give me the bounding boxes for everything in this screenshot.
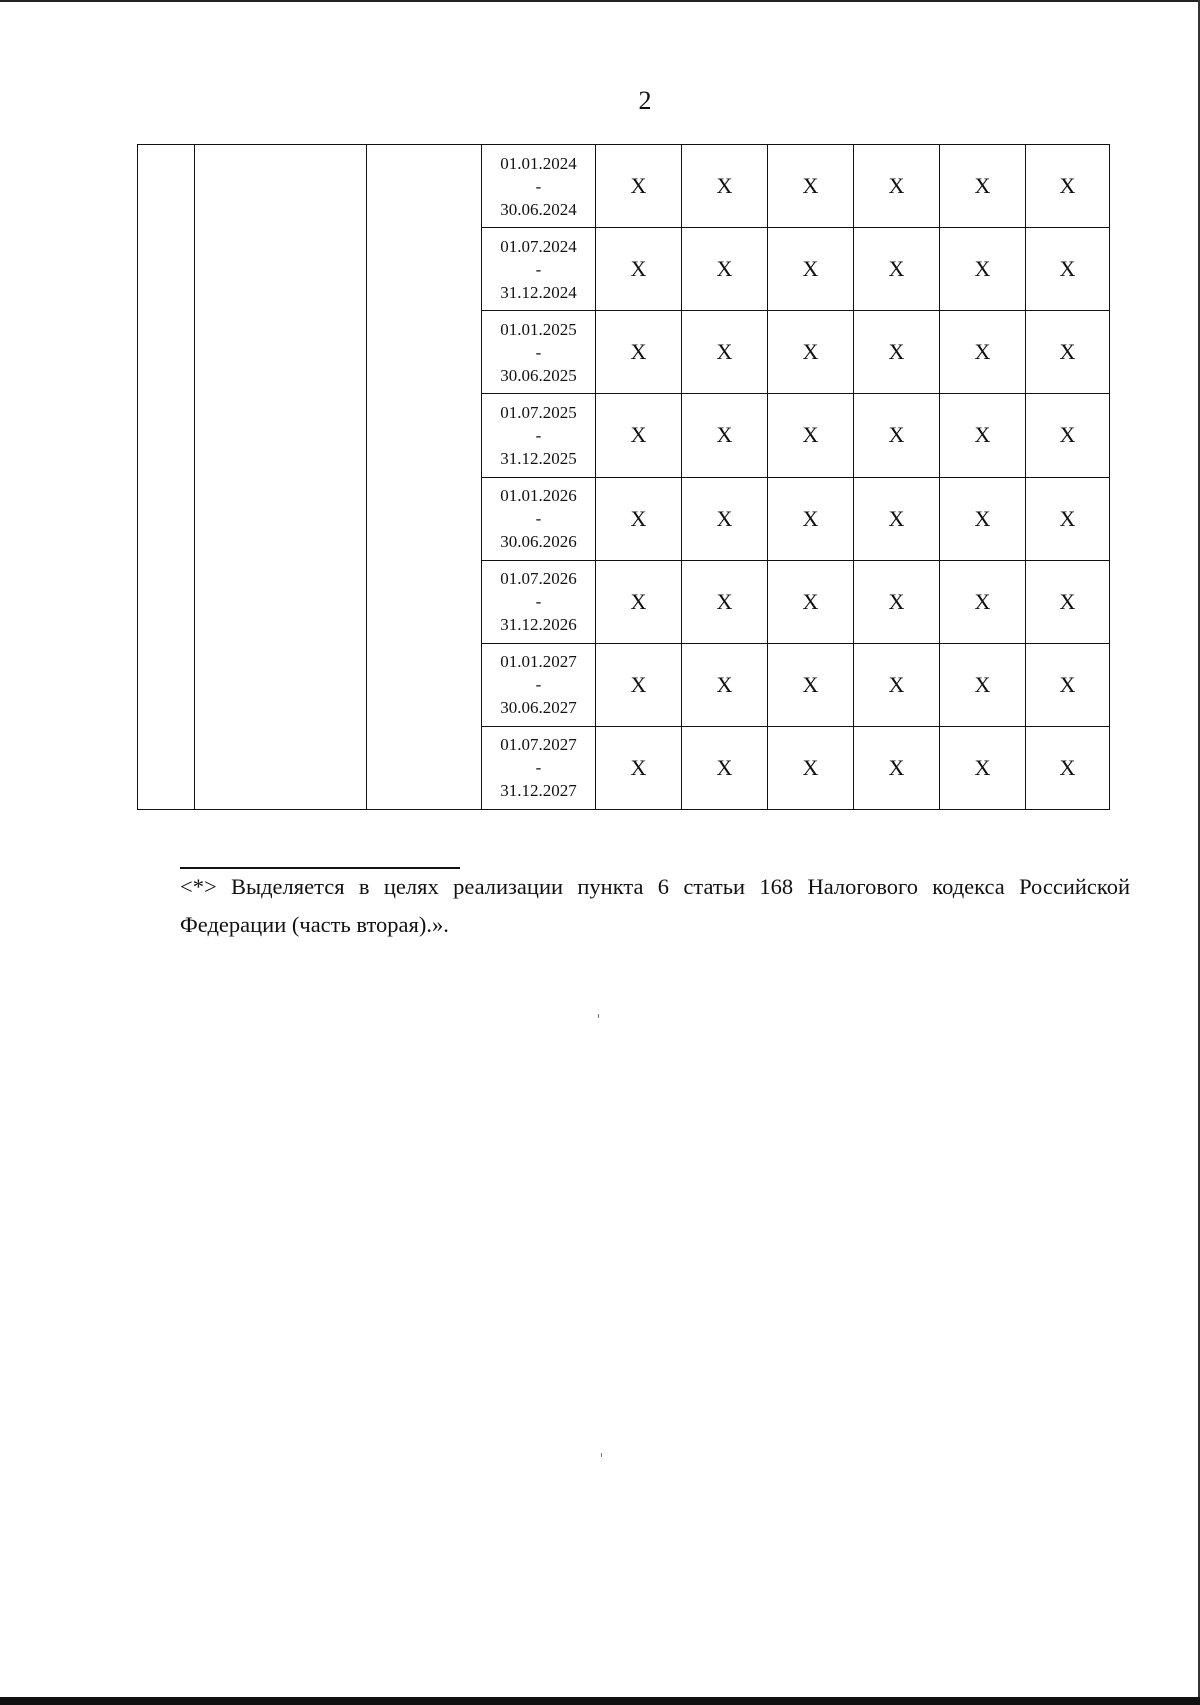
mark-cell: X — [768, 477, 854, 560]
mark-cell: X — [940, 477, 1026, 560]
mark-cell: X — [854, 477, 940, 560]
merged-empty-cell — [367, 145, 482, 810]
mark-cell: X — [596, 145, 682, 228]
mark-cell: X — [940, 560, 1026, 643]
mark-cell: X — [854, 145, 940, 228]
mark-cell: X — [940, 726, 1026, 809]
period-end: 31.12.2026 — [500, 615, 577, 635]
merged-empty-cell — [195, 145, 367, 810]
period-cell — [482, 726, 596, 809]
period-cell — [482, 145, 596, 228]
mark-cell: X — [854, 311, 940, 394]
mark-cell: X — [768, 560, 854, 643]
mark-cell: X — [1026, 560, 1110, 643]
period-cell — [482, 477, 596, 560]
scan-speck — [598, 1014, 599, 1018]
mark-cell: X — [1026, 228, 1110, 311]
period-start: 01.01.2025 — [500, 319, 577, 339]
mark-cell: X — [768, 394, 854, 477]
period-sep: - — [535, 758, 542, 778]
scan-speck — [601, 1453, 602, 1457]
footnote-text: <*> Выделяется в целях реализации пункта 6 статьи 168 Налогового кодекса Российской Федерации (часть вторая).». — [180, 874, 1130, 937]
period-cell — [482, 228, 596, 311]
mark-cell: X — [682, 145, 768, 228]
mark-cell: X — [1026, 643, 1110, 726]
mark-cell: X — [682, 311, 768, 394]
mark-cell: X — [768, 726, 854, 809]
mark-cell: X — [1026, 145, 1110, 228]
period-table — [137, 144, 1110, 810]
period-start: 01.01.2027 — [500, 652, 577, 672]
period-start: 01.07.2027 — [500, 735, 577, 755]
mark-cell: X — [682, 726, 768, 809]
period-end: 30.06.2025 — [500, 365, 577, 385]
period-end: 30.06.2024 — [500, 199, 577, 219]
period-end: 31.12.2025 — [500, 448, 577, 468]
mark-cell: X — [854, 560, 940, 643]
mark-cell: X — [940, 394, 1026, 477]
mark-cell: X — [596, 643, 682, 726]
mark-cell: X — [854, 228, 940, 311]
mark-cell: X — [854, 726, 940, 809]
period-table-container — [137, 144, 1109, 810]
table-row — [138, 145, 1110, 228]
mark-cell: X — [768, 145, 854, 228]
period-end: 30.06.2026 — [500, 532, 577, 552]
period-start: 01.07.2025 — [500, 402, 577, 422]
mark-cell: X — [596, 477, 682, 560]
mark-cell: X — [768, 643, 854, 726]
mark-cell: X — [940, 643, 1026, 726]
mark-cell: X — [682, 228, 768, 311]
period-start: 01.07.2026 — [500, 569, 577, 589]
mark-cell: X — [940, 145, 1026, 228]
period-sep: - — [535, 259, 542, 279]
mark-cell: X — [682, 477, 768, 560]
mark-cell: X — [1026, 311, 1110, 394]
merged-empty-cell — [138, 145, 195, 810]
mark-cell: X — [1026, 726, 1110, 809]
period-start: 01.01.2024 — [500, 153, 577, 173]
mark-cell: X — [596, 726, 682, 809]
mark-cell: X — [940, 228, 1026, 311]
mark-cell: X — [596, 228, 682, 311]
period-end: 30.06.2027 — [500, 698, 577, 718]
page-number: 2 — [638, 86, 652, 115]
period-sep: - — [535, 425, 542, 445]
mark-cell: X — [596, 560, 682, 643]
mark-cell: X — [596, 394, 682, 477]
mark-cell: X — [1026, 394, 1110, 477]
mark-cell: X — [940, 311, 1026, 394]
period-sep: - — [535, 342, 542, 362]
period-sep: - — [535, 675, 542, 695]
mark-cell: X — [1026, 477, 1110, 560]
period-start: 01.01.2026 — [500, 486, 577, 506]
period-end: 31.12.2027 — [500, 781, 577, 801]
period-sep: - — [535, 592, 542, 612]
mark-cell: X — [682, 643, 768, 726]
scan-edge-top — [0, 0, 1200, 2]
period-sep: - — [535, 176, 542, 196]
period-end: 31.12.2024 — [500, 282, 577, 302]
mark-cell: X — [682, 394, 768, 477]
scan-edge-bottom — [0, 1697, 1200, 1705]
mark-cell: X — [596, 311, 682, 394]
period-start: 01.07.2024 — [500, 236, 577, 256]
period-cell — [482, 394, 596, 477]
mark-cell: X — [768, 311, 854, 394]
period-sep: - — [535, 509, 542, 529]
period-cell — [482, 643, 596, 726]
mark-cell: X — [768, 228, 854, 311]
mark-cell: X — [854, 643, 940, 726]
period-cell — [482, 311, 596, 394]
table-body — [138, 145, 1110, 810]
mark-cell: X — [854, 394, 940, 477]
mark-cell: X — [682, 560, 768, 643]
period-cell — [482, 560, 596, 643]
